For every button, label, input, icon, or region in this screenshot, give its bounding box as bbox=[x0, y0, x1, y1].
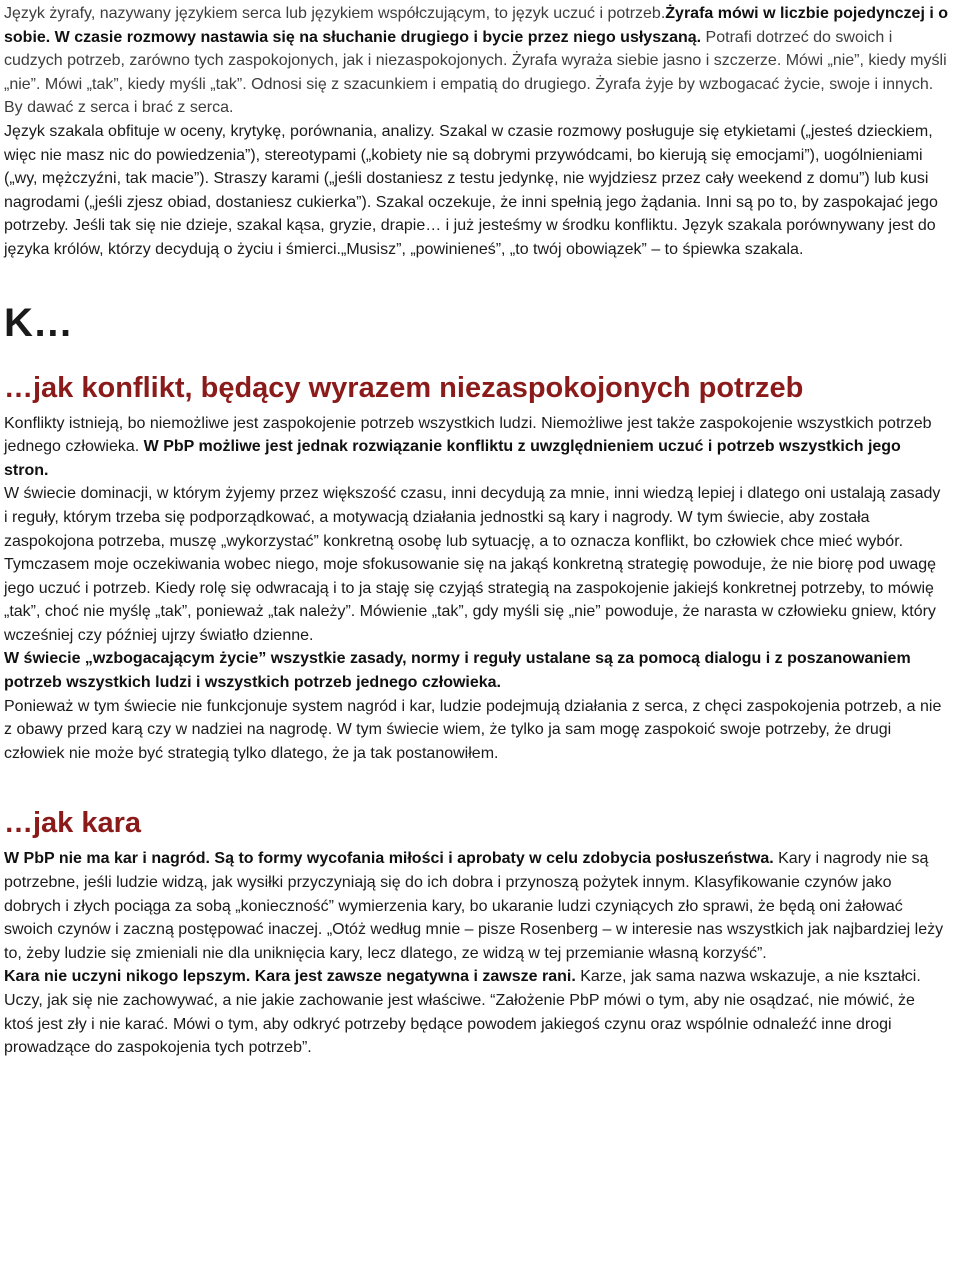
text-run: Potrafi dotrzeć do swoich i cudzych potrzeb, zarówno tych zaspokojonych, jak i niezaspokojonych. Żyrafa wyraża siebie jasno i szczerze. Mówi „nie”, kiedy myśli „nie”. Mówi „tak”, kiedy myśli „tak”. Odnosi się z szacunkiem i empatią do drugiego. Żyrafa żyje by wzbogacać życie, swoje i innych. By dawać z serca i brać z serca. bbox=[4, 28, 947, 117]
paragraph-kary-nagrody bbox=[4, 847, 948, 965]
heading-kara: …jak kara bbox=[4, 807, 142, 840]
text-run-bold: Kara nie uczyni nikogo lepszym. Kara jest zawsze negatywna i zawsze rani. bbox=[4, 968, 576, 986]
text-run: Karze, jak sama nazwa wskazuje, a nie kształci. Uczy, jak się nie zachowywać, a nie jakie zachowanie jest właściwe. “Założenie PbP mówi o tym, aby nie osądzać, nie mówić, że ktoś jest zły i nie karać. Mówi o tym, aby odkryć potrzeby będące powodem jakiegoś czynu oraz wspólnie odnaleźć inne drogi prowadzące do zaspokojenia tych potrzeb”. bbox=[4, 968, 921, 1057]
paragraph-wzbogacajacy bbox=[4, 647, 948, 694]
paragraph-nagrody-kary: Ponieważ w tym świecie nie funkcjonuje system nagród i kar, ludzie podejmują działania z serca, z chęci zaspokojenia potrzeb, a nie z obawy przed karą czy w nadziei na nagrodę. W tym świecie wiem, że tylko ja sam mogę zaspokoić swoje potrzeby, że drugi człowiek nie może być strategią tylko dlatego, że ja tak postanowiłem. bbox=[4, 697, 942, 762]
text-run-bold: W świecie „wzbogacającym życie” wszystkie zasady, normy i reguły ustalane są za pomocą dialogu i z poszanowaniem potrzeb wszystkich ludzi i wszystkich potrzeb jednego człowieka. bbox=[4, 650, 911, 692]
text-run-bold: Żyrafa mówi w liczbie pojedynczej i o sobie. W czasie rozmowy nastawia się na słuchanie drugiego i bycie przez niego usłyszaną. bbox=[4, 5, 948, 46]
section-letter: K… bbox=[4, 300, 73, 345]
text-run: Język żyrafy, nazywany językiem serca lub językiem współczującym, to język uczuć i potrzeb. bbox=[4, 5, 666, 22]
spacer bbox=[4, 262, 948, 300]
paragraph-szakal: Język szakala obfituje w oceny, krytykę, porównania, analizy. Szakal w czasie rozmowy posługuje się etykietami („jesteś dzieckiem, więc nie masz nic do powiedzenia”), stereotypami („kobiety nie są dobrymi przywódcami, bo kierują się emocjami”), uogólnieniami („wy, mężczyźni, tak macie”). Straszy karami („jeśli dostaniesz z testu jedynkę, nie wyjdziesz przez cały weekend z domu”) lub kusi nagrodami („jeśli zjesz obiad, dostaniesz cukierka”). Szakal oczekuje, że inni spełnią jego żądania. Inni są po to, by zaspokajać jego potrzeby. Jeśli tak się nie dzieje, szakal kąsa, gryzie, drapie… i już jesteśmy w środku konfliktu. Język szakala porównywany jest do języka królów, którzy decydują o życiu i śmierci.„Musisz”, „powinieneś”, „to twój obowiązek” – to śpiewka szakala. bbox=[4, 122, 938, 258]
paragraph-kara-rani bbox=[4, 965, 948, 1059]
paragraph-konflikty bbox=[4, 412, 948, 483]
text-run: Konflikty istnieją, bo niemożliwe jest zaspokojenie potrzeb wszystkich ludzi. Niemożliwe jest także zaspokojenie wszystkich potrzeb jednego człowieka. bbox=[4, 414, 932, 456]
text-run-bold: W PbP możliwe jest jednak rozwiązanie konfliktu z uwzględnieniem uczuć i potrzeb wszystkich jego stron. bbox=[4, 438, 901, 479]
text-run-bold: W PbP nie ma kar i nagród. Są to formy wycofania miłości i aprobaty w celu zdobycia posłuszeństwa. bbox=[4, 850, 774, 868]
text-run: Kary i nagrody nie są potrzebne, jeśli ludzie widzą, jak wysiłki przyczyniają się do ich dobra i przynoszą pożytek innym. Klasyfikowanie czynów jako dobrych i złych pociąga za sobą „konieczność” wymierzenia kary, bo ukaranie ludzi czyniących zło sprawi, że będą oni żałować swoich czynów i zaczną postępować inaczej. „Otóż według mnie – pisze Rosenberg – w interesie nas wszystkich jak najbardziej leży to, żeby ludzie się zmieniali nie dla uniknięcia kary, lecz dlatego, ze widzą w tej przemianie własną korzyść”. bbox=[4, 850, 944, 962]
paragraph-zyrafa bbox=[4, 2, 948, 120]
paragraph-dominacja: W świecie dominacji, w którym żyjemy przez większość czasu, inni decydują za mnie, inni wiedzą lepiej i dlatego oni ustalają zasady i reguły, którym trzeba się podporządkować, a motywacją działania jednostki są kary i nagrody. W tym świecie, aby została zaspokojona potrzeba, muszę „wykorzystać” konkretną osobę lub sytuację, a to oznacza konflikt, bo człowiek chce mieć wybór. Tymczasem moje oczekiwania wobec niego, moje sfokusowanie się na jakąś konkretną strategię powoduje, że nie biorę pod uwagę jego uczuć i potrzeb. Kiedy rolę się odwracają i to ja staję się czyjąś strategią na zaspokojenie jakiejś konkretnej potrzeby, to mówię „tak”, choć nie myślę „tak”, ponieważ „tak należy”. Mówienie „tak”, gdy myśli się „nie” powoduje, że narasta w człowieku gniew, który wcześniej czy później ujrzy światło dzienne. bbox=[4, 485, 941, 644]
heading-konflikt: …jak konflikt, będący wyrazem niezaspokojonych potrzeb bbox=[4, 371, 804, 404]
